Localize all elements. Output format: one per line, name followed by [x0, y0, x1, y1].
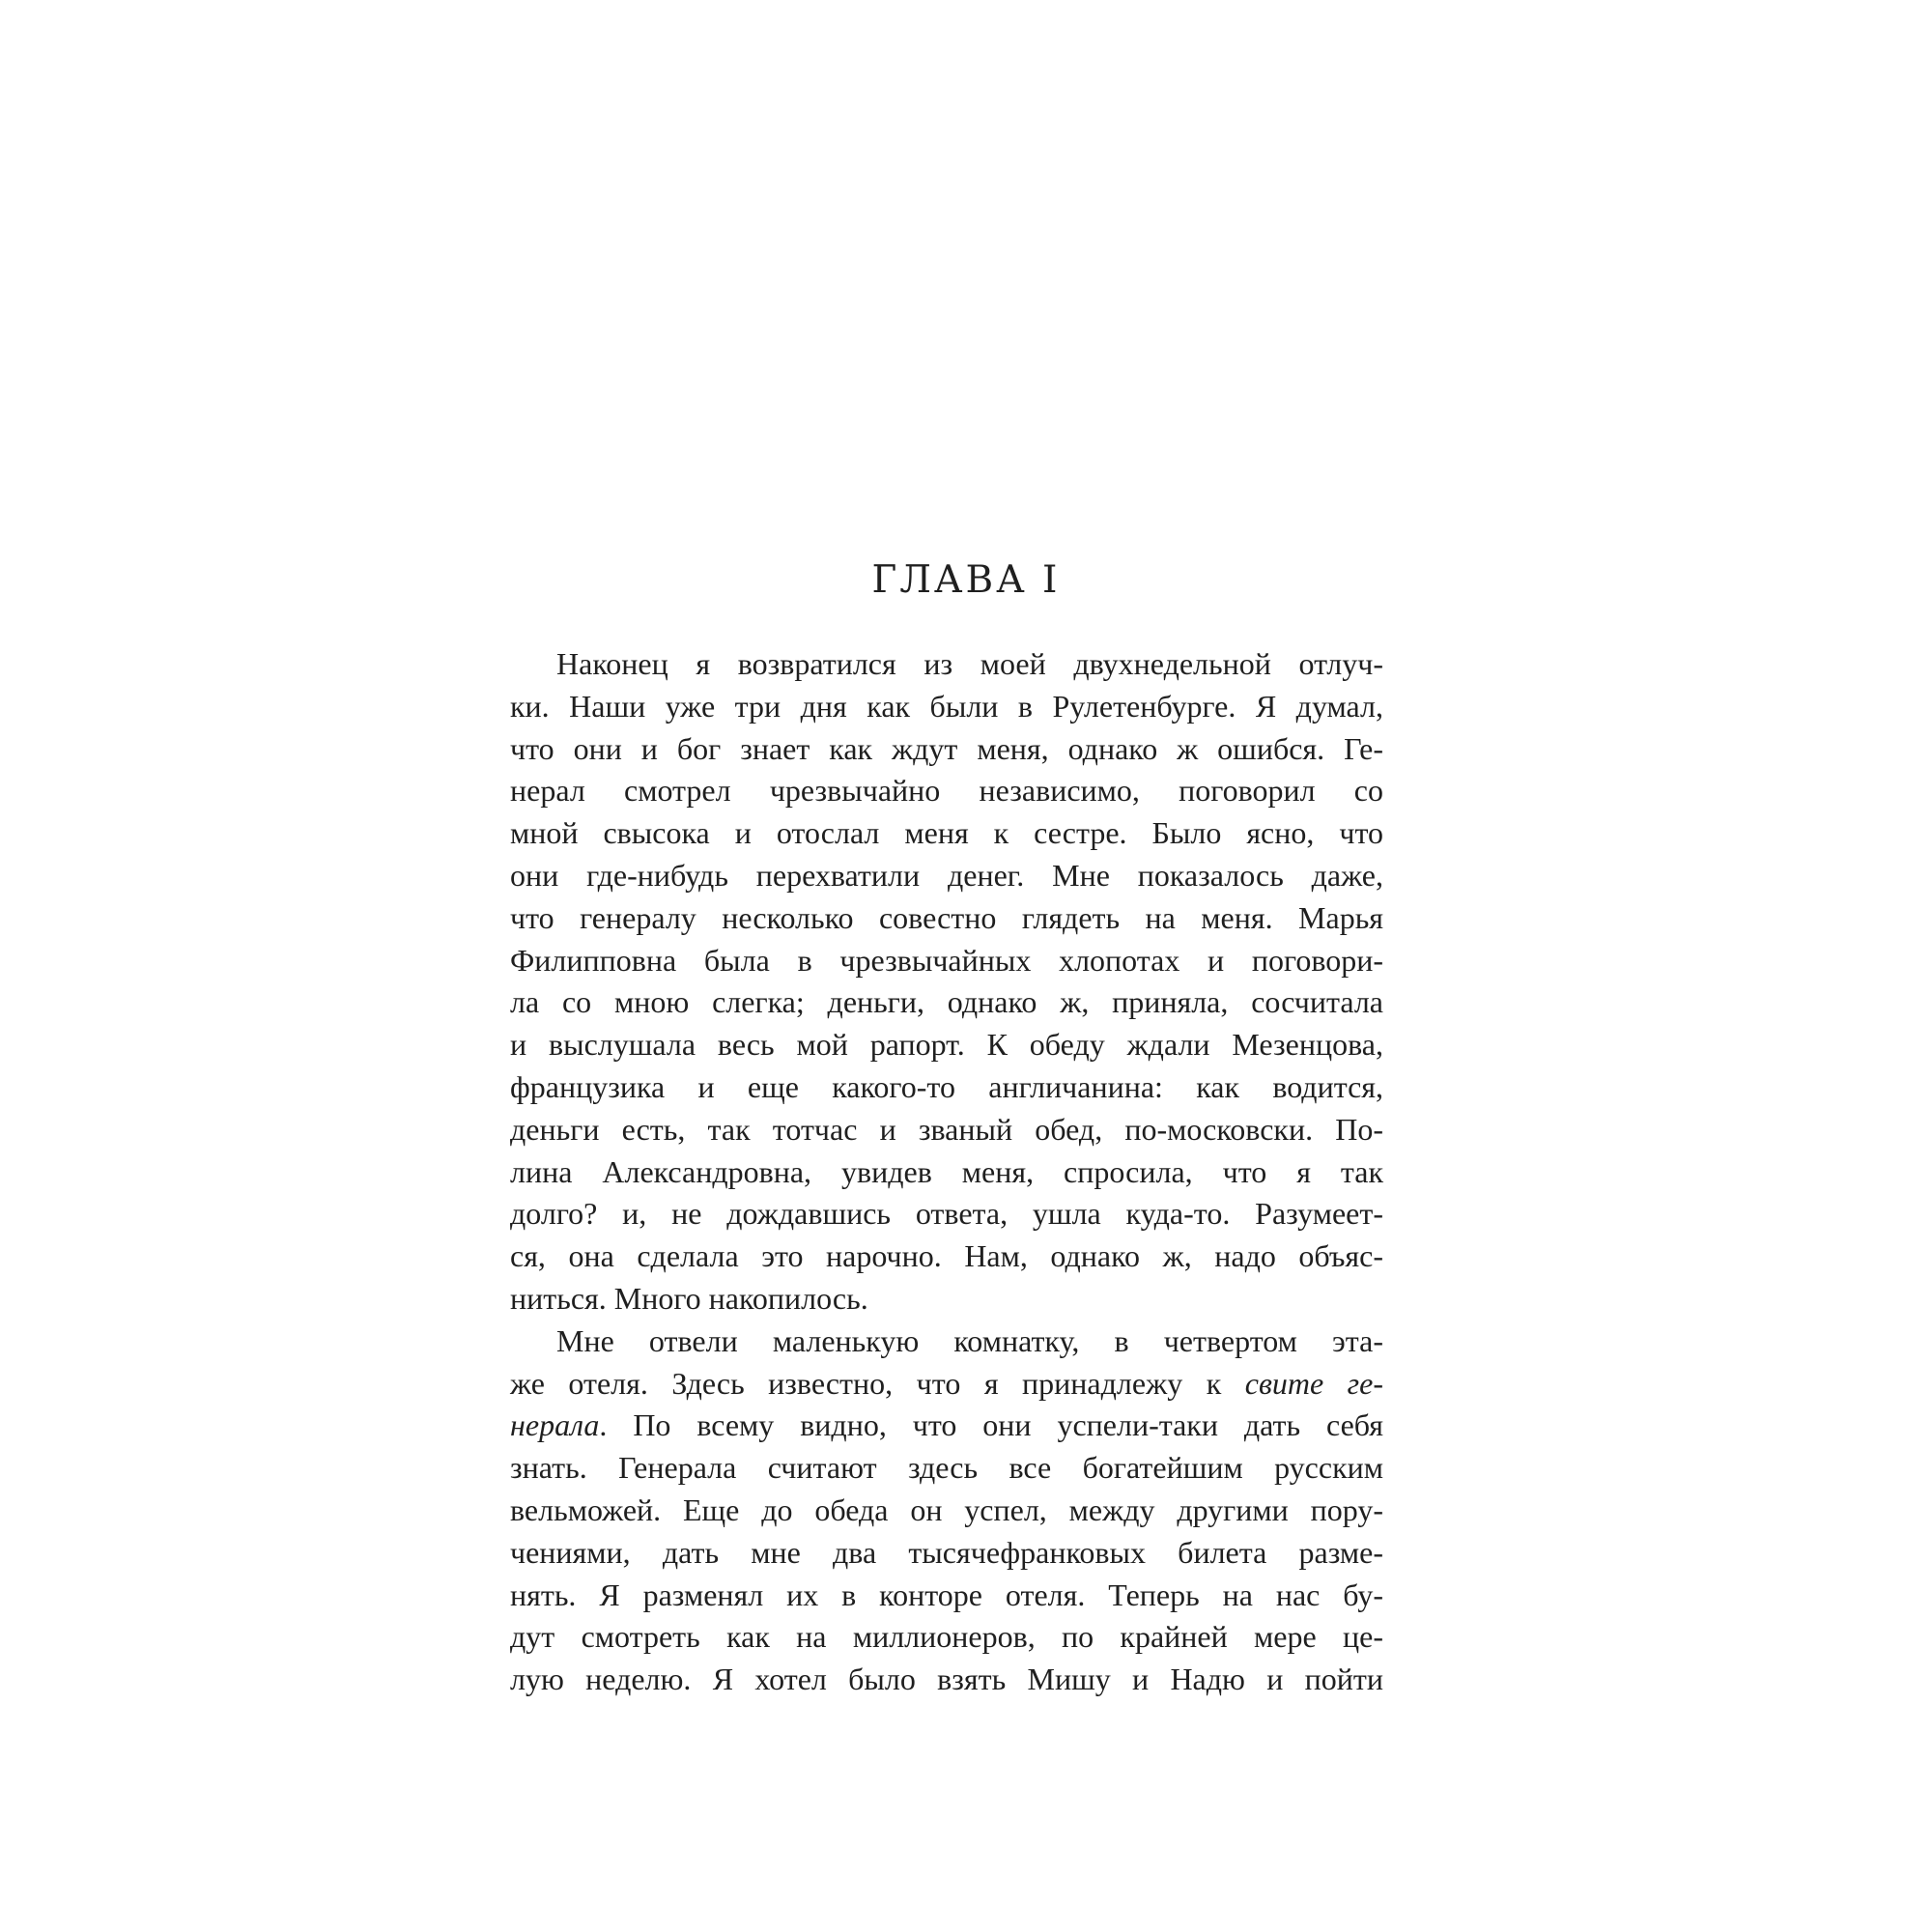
text-line: деньги есть, так тотчас и званый обед, по-московски. По- [510, 1111, 1383, 1147]
text-line: ки. Наши уже три дня как были в Рулетенбурге. Я думал, [510, 688, 1383, 724]
text-line: нерал смотрел чрезвычайно независимо, поговорил со [510, 773, 1383, 809]
text-line: что генералу несколько совестно глядеть на меня. Марья [510, 899, 1383, 935]
chapter-title: ГЛАВА I [871, 558, 1061, 602]
text-line: мной свысока и отослал меня к сестре. Было ясно, что [510, 815, 1383, 851]
text-line [510, 1405, 1383, 1447]
text-line: Мне отвели маленькую комнатку, в четвертом эта- [556, 1322, 1383, 1358]
text-line: вельможей. Еще до обеда он успел, между другими пору- [510, 1492, 1383, 1527]
text-run: же отеля. Здесь известно, что я принадлежу к [510, 1365, 1245, 1401]
text-line: долго? и, не дождавшись ответа, ушла куда-то. Разумеет- [510, 1196, 1383, 1232]
body-text [510, 643, 1383, 1701]
text-line: знать. Генерала считают здесь все богатейшим русским [510, 1450, 1383, 1486]
text-line: чениями, дать мне два тысячефранковых билета разме- [510, 1534, 1383, 1570]
text-line: что они и бог знает как ждут меня, однако ж ошибся. Ге- [510, 730, 1383, 766]
text-line: нять. Я разменял их в конторе отеля. Теперь на нас бу- [510, 1577, 1383, 1612]
text-line: лую неделю. Я хотел было взять Мишу и Надю и пойти [510, 1662, 1383, 1697]
text-line: они где-нибудь перехватили денег. Мне показалось даже, [510, 857, 1383, 893]
text-line: и выслушала весь мой рапорт. К обеду ждали Мезенцова, [510, 1027, 1383, 1063]
text-run: . По всему видно, что они успели-таки дать себя [599, 1407, 1383, 1443]
text-line: ся, она сделала это нарочно. Нам, однако ж, надо объяс- [510, 1238, 1383, 1274]
text-line: Наконец я возвратился из моей двухнедельной отлуч- [556, 646, 1383, 681]
text-line: ниться. Много накопилось. [510, 1280, 868, 1316]
text-line: французика и еще какого-то англичанина: как водится, [510, 1068, 1383, 1104]
text-line: Филипповна была в чрезвычайных хлопотах и поговори- [510, 942, 1383, 978]
italic-text-run: свите ге- [1244, 1365, 1384, 1401]
italic-text-run: нерала [510, 1407, 600, 1443]
text-line [510, 1363, 1383, 1406]
text-line: лина Александровна, увидев меня, спросила, что я так [510, 1153, 1383, 1189]
text-line: дут смотреть как на миллионеров, по крайней мере це- [510, 1619, 1383, 1655]
text-line: ла со мною слегка; деньги, однако ж, приняла, сосчитала [510, 984, 1383, 1020]
